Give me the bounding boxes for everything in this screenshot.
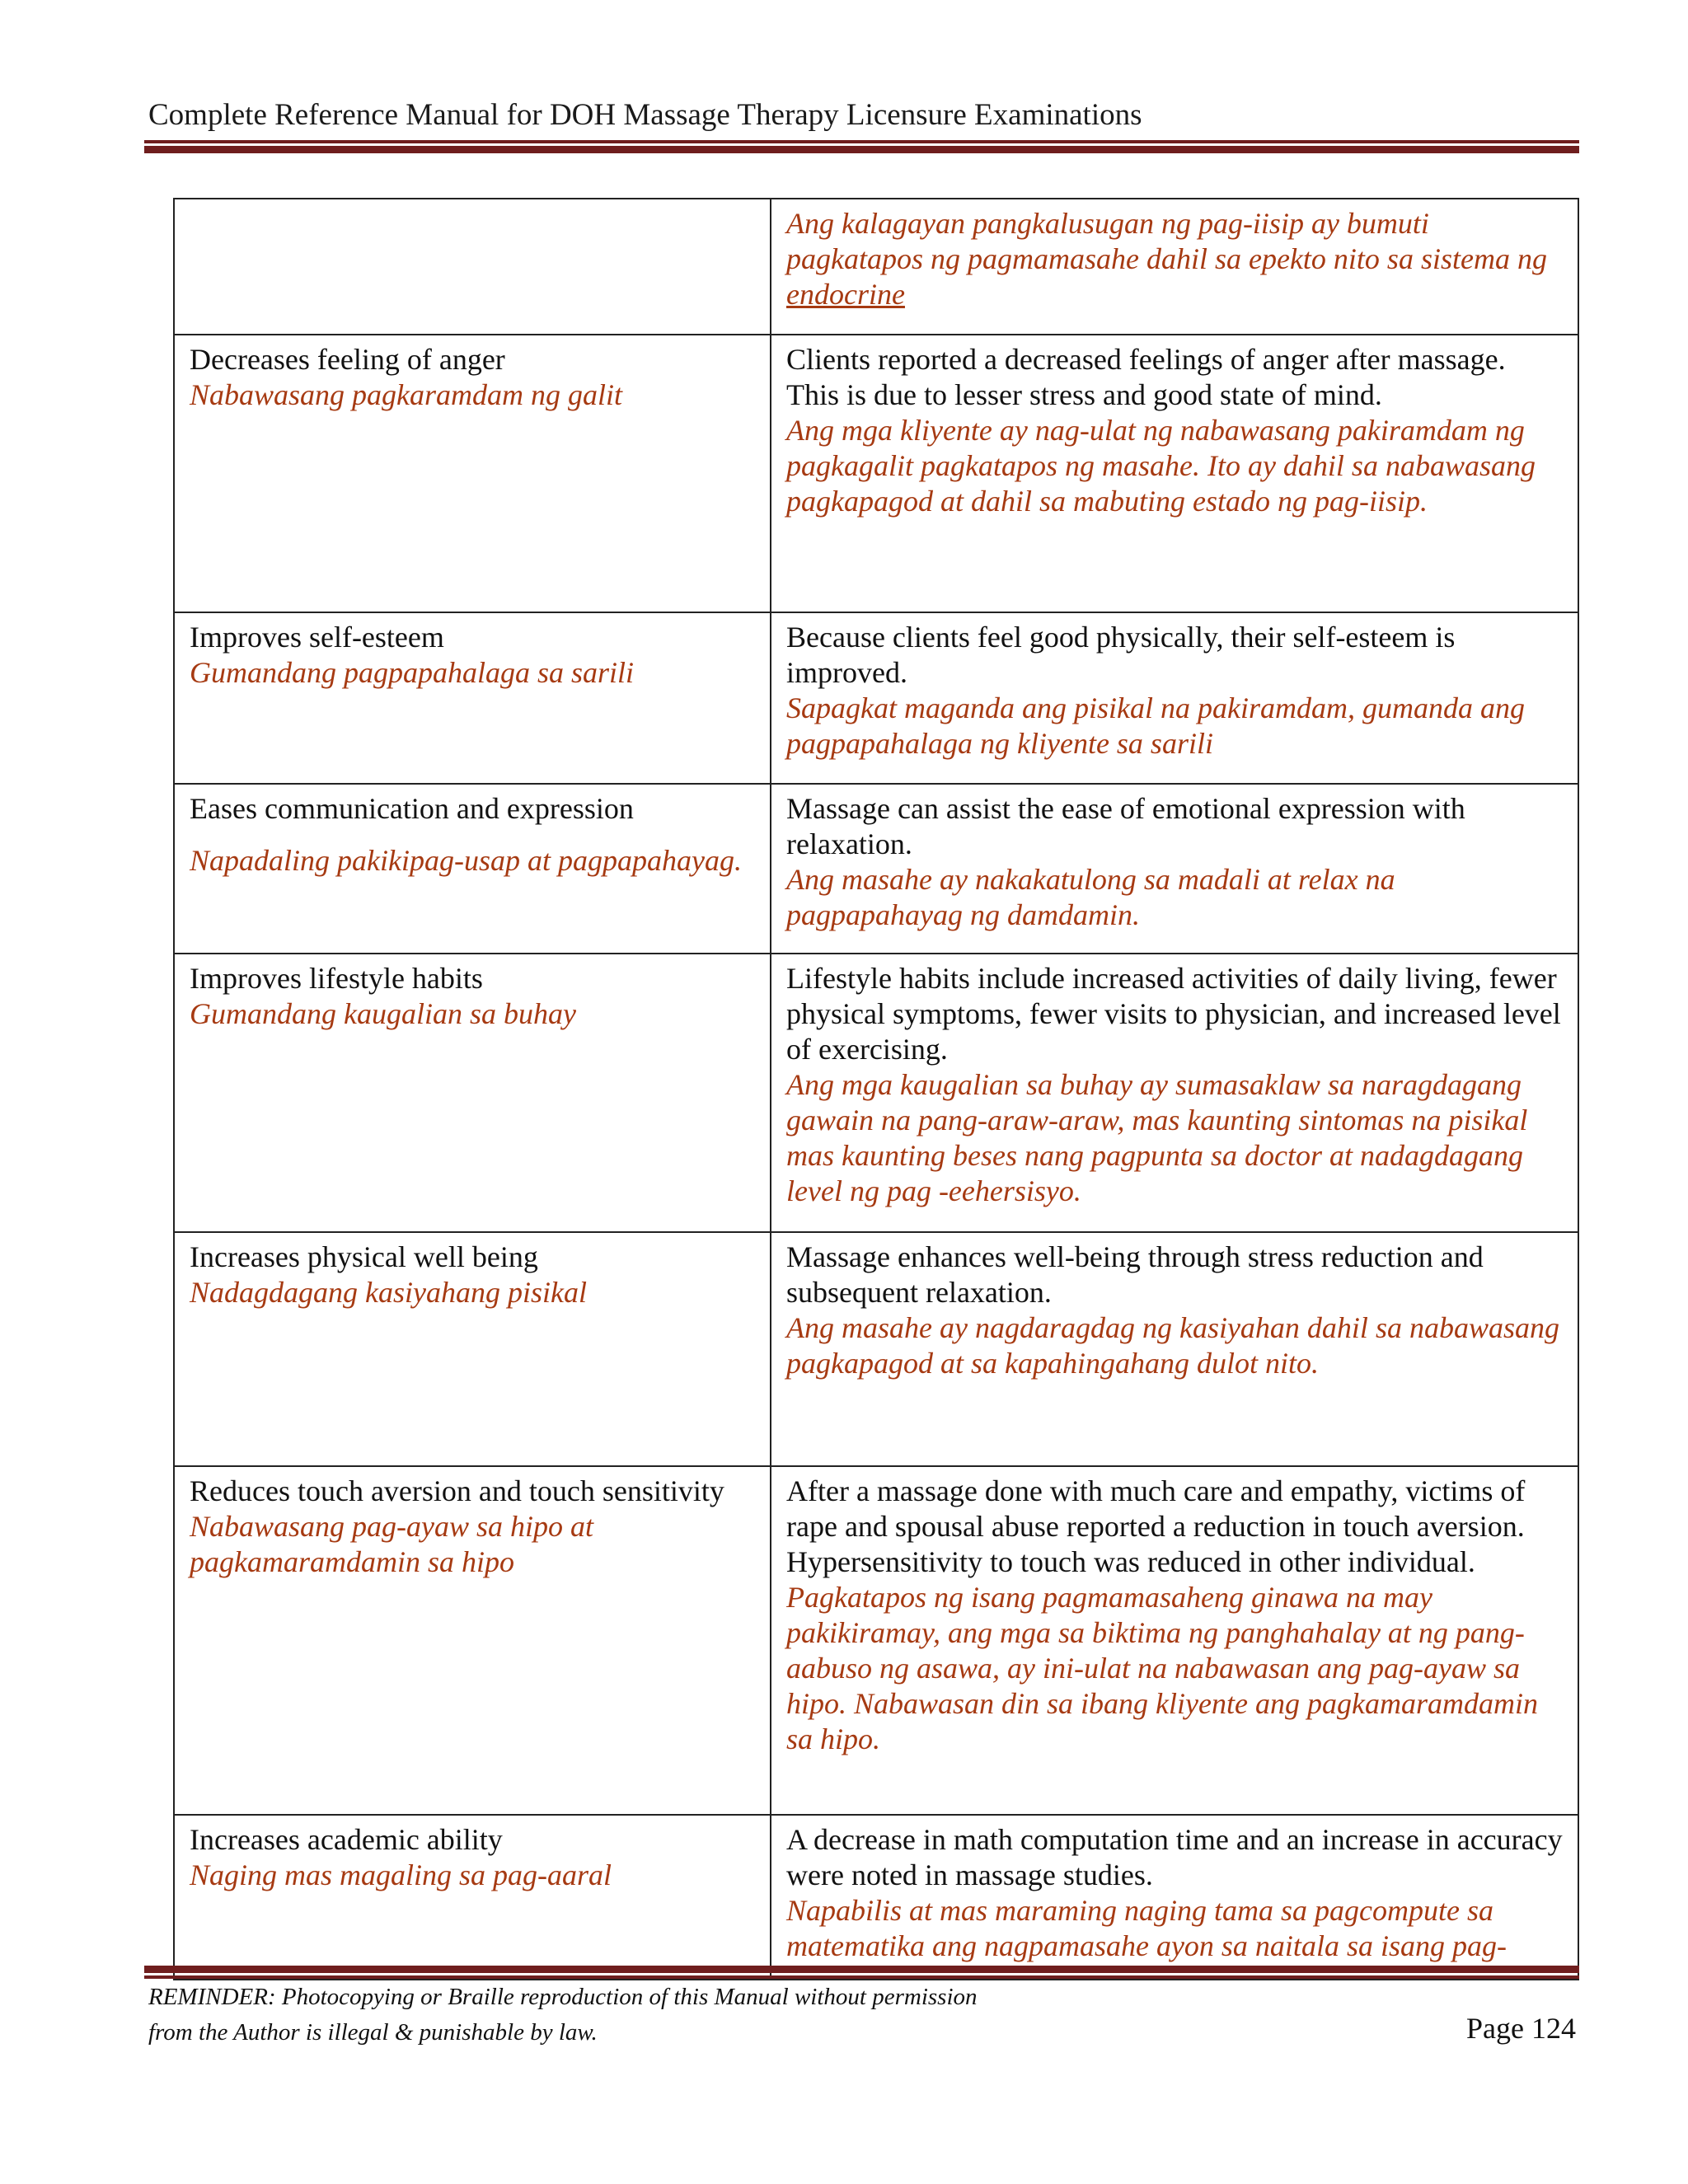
description-english: Lifestyle habits include increased activities of daily living, fewer physical symptoms, fewer visits to physician, and increased level of exercising. <box>786 962 1561 1066</box>
benefit-cell <box>174 335 771 612</box>
benefit-cell <box>174 784 771 954</box>
table-row <box>174 1466 1578 1815</box>
reminder-line-2: from the Author is illegal & punishable by law. <box>148 2019 598 2046</box>
description-english: After a massage done with much care and empathy, victims of rape and spousal abuse reported a reduction in touch aversion. Hypersensitivity to touch was reduced in other individual. <box>786 1474 1526 1578</box>
benefits-table <box>173 198 1579 1980</box>
table-row <box>174 199 1578 335</box>
benefit-english: Reduces touch aversion and touch sensitivity <box>190 1474 724 1507</box>
benefit-english: Improves lifestyle habits <box>190 962 483 995</box>
description-cell <box>771 335 1578 612</box>
description-tagalog: Sapagkat maganda ang pisikal na pakiramdam, gumanda ang pagpapahalaga ng kliyente sa sarili <box>786 691 1525 760</box>
description-english: A decrease in math computation time and an increase in accuracy were noted in massage studies. <box>786 1823 1563 1891</box>
description-tagalog: Ang masahe ay nakakatulong sa madali at relax na pagpapahayag ng damdamin. <box>786 863 1395 931</box>
description-cell <box>771 784 1578 954</box>
table-row <box>174 612 1578 784</box>
benefit-tagalog: Gumandang pagpapahalaga sa sarili <box>190 656 635 689</box>
description-english: Massage can assist the ease of emotional expression with relaxation. <box>786 792 1465 860</box>
benefit-english: Increases academic ability <box>190 1823 503 1856</box>
description-english: Clients reported a decreased feelings of anger after massage. This is due to lesser stress and good state of mind. <box>786 343 1506 411</box>
benefit-tagalog: Napadaling pakikipag-usap at pagpapahayag. <box>190 844 742 877</box>
benefit-cell <box>174 612 771 784</box>
benefit-tagalog: Nabawasang pag-ayaw sa hipo at pagkamaramdamin sa hipo <box>190 1510 594 1578</box>
benefit-english: Decreases feeling of anger <box>190 343 505 376</box>
description-tagalog: Pagkatapos ng isang pagmamasaheng ginawa na may pakikiramay, ang mga sa biktima ng panghahalay at ng pang-aabuso ng asawa, ay ini-ulat na nabawasan ang pag-ayaw sa hipo. Nabawasan din sa ibang kliyente ang pagkamaramdamin sa hipo. <box>786 1581 1538 1755</box>
benefit-english: Eases communication and expression <box>190 792 634 825</box>
table-row <box>174 954 1578 1232</box>
benefit-cell <box>174 1815 771 1980</box>
table-row <box>174 335 1578 612</box>
description-tagalog: Ang kalagayan pangkalusugan ng pag-iisip ay bumuti pagkatapos ng pagmamasahe dahil sa epekto nito sa sistema ng <box>786 207 1547 275</box>
footer-rule-thin <box>144 1975 1579 1979</box>
description-tagalog: Ang masahe ay nagdaragdag ng kasiyahan dahil sa nabawasang pagkapagod at sa kapahingahang dulot nito. <box>786 1311 1559 1380</box>
benefit-tagalog: Gumandang kaugalian sa buhay <box>190 997 576 1030</box>
benefit-tagalog: Nabawasang pagkaramdam ng galit <box>190 378 623 411</box>
benefit-english: Increases physical well being <box>190 1240 538 1273</box>
page-header-title: Complete Reference Manual for DOH Massage Therapy Licensure Examinations <box>148 98 1142 132</box>
benefit-cell <box>174 199 771 335</box>
benefit-cell <box>174 954 771 1232</box>
table-row <box>174 1232 1578 1466</box>
description-cell <box>771 199 1578 335</box>
benefit-english: Improves self-esteem <box>190 621 444 654</box>
description-english: Because clients feel good physically, their self-esteem is improved. <box>786 621 1456 689</box>
description-cell <box>771 1466 1578 1815</box>
table-row <box>174 784 1578 954</box>
header-rule-thin <box>144 140 1579 143</box>
description-cell <box>771 954 1578 1232</box>
description-cell <box>771 1232 1578 1466</box>
description-english: Massage enhances well-being through stress reduction and subsequent relaxation. <box>786 1240 1484 1309</box>
header-rule-thick <box>144 146 1579 153</box>
description-tagalog: Napabilis at mas maraming naging tama sa pagcompute sa matematika ang nagpamasahe ayon sa naitala sa isang pag- <box>786 1894 1507 1962</box>
description-tagalog: Ang mga kliyente ay nag-ulat ng nabawasang pakiramdam ng pagkagalit pagkatapos ng masahe. Ito ay dahil sa nabawasang pagkapagod at dahil sa mabuting estado ng pag-iisip. <box>786 414 1536 518</box>
benefit-tagalog: Nadagdagang kasiyahang pisikal <box>190 1276 587 1309</box>
benefit-cell <box>174 1232 771 1466</box>
reminder-line-1: REMINDER: Photocopying or Braille reproduction of this Manual without permission <box>148 1984 978 2010</box>
benefit-cell <box>174 1466 771 1815</box>
endocrine-term: endocrine <box>786 278 905 311</box>
description-cell <box>771 612 1578 784</box>
benefit-tagalog: Naging mas magaling sa pag-aaral <box>190 1858 612 1891</box>
description-cell <box>771 1815 1578 1980</box>
table-row <box>174 1815 1578 1980</box>
page-number: Page 124 <box>1466 2012 1576 2045</box>
description-tagalog: Ang mga kaugalian sa buhay ay sumasaklaw sa naragdagang gawain na pang-araw-araw, mas kaunting sintomas na pisikal mas kaunting beses nang pagpunta sa doctor at nadagdagang level ng pag -eehersisyo. <box>786 1068 1528 1207</box>
footer-rule-thick <box>144 1966 1579 1973</box>
